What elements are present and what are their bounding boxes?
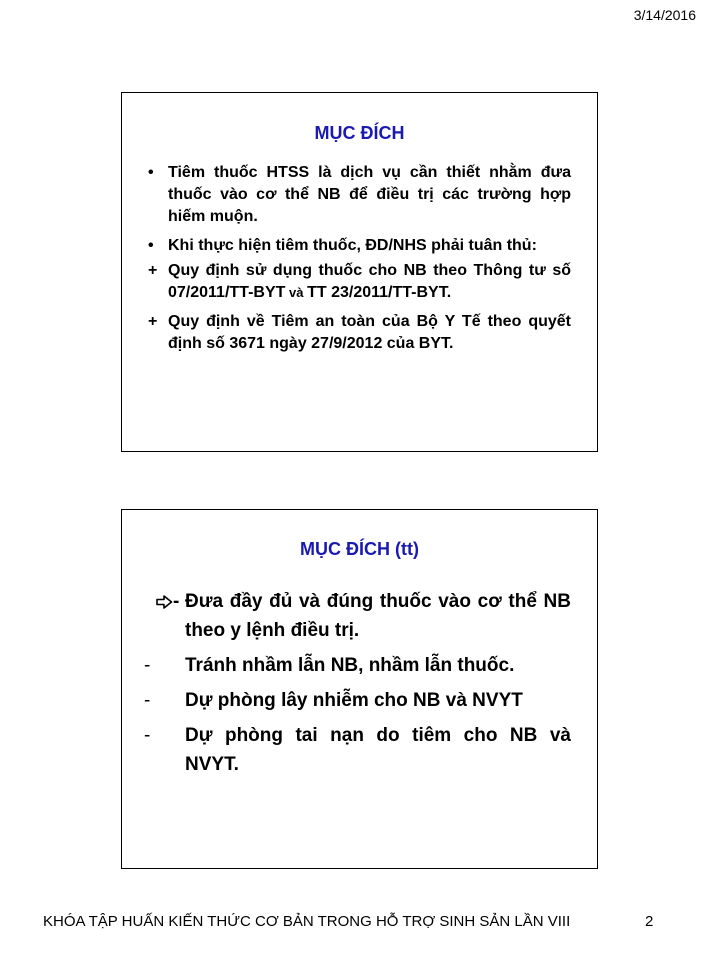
plus-marker: + [148,262,158,279]
list-item [156,587,571,645]
list-item-text: Dự phòng lây nhiễm cho NB và NVYT [185,690,523,711]
list-item [144,651,571,680]
dash-marker: - [173,591,180,612]
list-item [148,260,571,304]
dash-marker: - [144,725,151,746]
dash-marker: - [144,690,151,711]
list-item-text: Đưa đầy đủ và đúng thuốc vào cơ thể NB theo y lệnh điều trị. [185,591,571,641]
slide-1 [121,92,598,452]
list-item-text: Quy định về Tiêm an toàn của Bộ Y Tế theo quyết định số 3671 ngày 27/9/2012 của BYT. [168,313,571,352]
list-item-text: TT 23/2011/TT-BYT. [307,284,452,301]
slide-1-title: MỤC ĐÍCH [314,123,405,143]
list-item [148,311,571,355]
list-item [144,721,571,779]
list-item [148,162,571,228]
date-stamp: 3/14/2016 [633,7,696,23]
page-number: 2 [645,913,654,930]
hollow-arrow-right-icon [156,595,173,609]
footer-course-title: KHÓA TẬP HUẤN KIẾN THỨC CƠ BẢN TRONG HỖ TRỢ SINH SẢN LẦN VIII [43,913,571,930]
list-item-text: Tránh nhầm lẫn NB, nhầm lẫn thuốc. [185,655,515,676]
list-item-text-small: và [285,285,308,300]
list-item-text: Dự phòng tai nạn do tiêm cho NB và NVYT. [185,725,571,775]
slide-2-title: MỤC ĐÍCH (tt) [300,539,419,559]
list-item-text: Quy định sử dụng thuốc cho NB theo Thông tư số 07/2011/TT-BYT [168,262,571,301]
list-item-text: Khi thực hiện tiêm thuốc, ĐD/NHS phải tuân thủ: [168,237,537,254]
arrow-marker [156,587,184,616]
list-item [144,686,571,715]
plus-marker: + [148,313,158,330]
list-item-text: Tiêm thuốc HTSS là dịch vụ cần thiết nhằm đưa thuốc vào cơ thể NB để điều trị các trường hợp hiếm muộn. [168,164,571,225]
bullet-marker: • [148,237,154,254]
slide-2 [121,509,598,869]
slide-1-list [148,162,571,355]
list-item [148,235,571,257]
slide-2-list [144,587,571,779]
dash-marker: - [144,655,151,676]
bullet-marker: • [148,164,154,181]
